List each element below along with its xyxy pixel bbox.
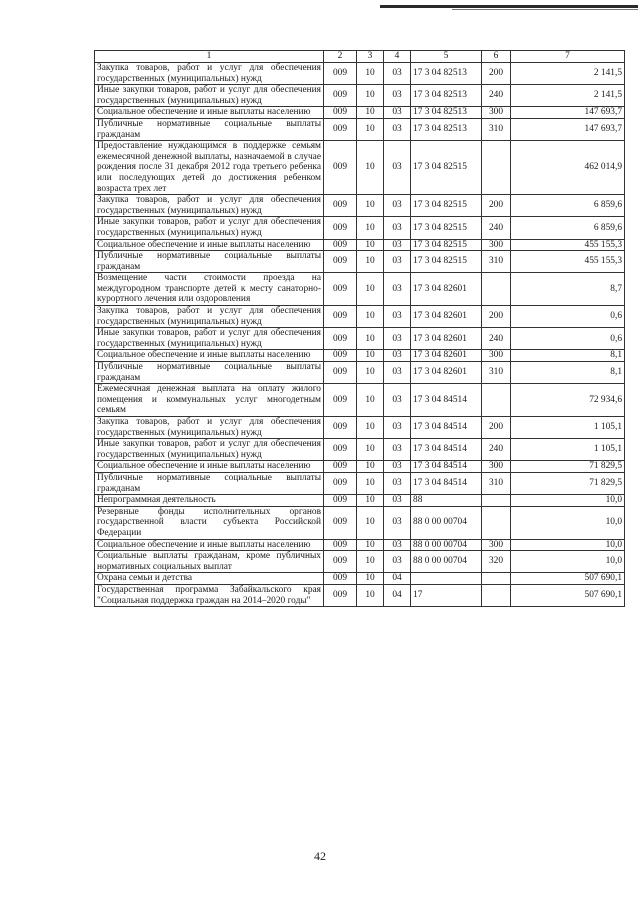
budget-table — [94, 50, 625, 607]
amount-cell: 8,1 — [511, 362, 625, 384]
section-code-cell: 10 — [357, 239, 384, 251]
section-code-cell: 10 — [357, 506, 384, 539]
table-row — [95, 328, 625, 350]
target-item-code-cell: 88 0 00 00704 — [411, 506, 482, 539]
item-name-cell: Закупка товаров, работ и услуг для обеспечения государственных (муниципальных) нужд — [95, 417, 324, 439]
target-item-code-cell: 17 3 04 82513 — [411, 107, 482, 119]
section-code-cell: 10 — [357, 495, 384, 507]
table-row — [95, 417, 625, 439]
expense-type-code-cell — [482, 141, 511, 195]
section-code-cell: 10 — [357, 439, 384, 461]
amount-cell: 507 690,1 — [511, 584, 625, 606]
subsection-code-cell: 03 — [384, 495, 411, 507]
ministry-code-cell: 009 — [324, 141, 357, 195]
item-name-cell: Социальное обеспечение и иные выплаты населению — [95, 107, 324, 119]
amount-cell: 147 693,7 — [511, 107, 625, 119]
amount-cell: 507 690,1 — [511, 573, 625, 585]
ministry-code-cell: 009 — [324, 350, 357, 362]
ministry-code-cell: 009 — [324, 195, 357, 217]
amount-cell: 10,0 — [511, 539, 625, 551]
table-row — [95, 362, 625, 384]
subsection-code-cell: 03 — [384, 107, 411, 119]
target-item-code-cell: 88 — [411, 495, 482, 507]
top-rule-thin — [452, 9, 638, 10]
item-name-cell: Социальное обеспечение и иные выплаты населению — [95, 239, 324, 251]
subsection-code-cell: 03 — [384, 539, 411, 551]
top-rule — [380, 5, 638, 8]
table-row — [95, 350, 625, 362]
amount-cell: 10,0 — [511, 495, 625, 507]
ministry-code-cell: 009 — [324, 107, 357, 119]
ministry-code-cell: 009 — [324, 461, 357, 473]
ministry-code-cell: 009 — [324, 439, 357, 461]
table-row — [95, 306, 625, 328]
table-row — [95, 472, 625, 494]
expense-type-code-cell — [482, 506, 511, 539]
expense-type-code-cell: 200 — [482, 417, 511, 439]
column-header: 2 — [324, 51, 357, 63]
subsection-code-cell: 03 — [384, 118, 411, 140]
expense-type-code-cell: 240 — [482, 217, 511, 239]
amount-cell: 1 105,1 — [511, 439, 625, 461]
amount-cell: 2 141,5 — [511, 85, 625, 107]
column-header: 7 — [511, 51, 625, 63]
item-name-cell: Непрограммная деятельность — [95, 495, 324, 507]
amount-cell: 2 141,5 — [511, 63, 625, 85]
table-row — [95, 118, 625, 140]
amount-cell: 455 155,3 — [511, 239, 625, 251]
amount-cell: 0,6 — [511, 306, 625, 328]
target-item-code-cell: 17 3 04 82515 — [411, 195, 482, 217]
section-code-cell: 10 — [357, 251, 384, 273]
amount-cell: 6 859,6 — [511, 195, 625, 217]
section-code-cell: 10 — [357, 417, 384, 439]
section-code-cell: 10 — [357, 306, 384, 328]
subsection-code-cell: 03 — [384, 63, 411, 85]
item-name-cell: Закупка товаров, работ и услуг для обеспечения государственных (муниципальных) нужд — [95, 63, 324, 85]
amount-cell: 10,0 — [511, 551, 625, 573]
ministry-code-cell: 009 — [324, 328, 357, 350]
section-code-cell: 10 — [357, 384, 384, 417]
expense-type-code-cell: 310 — [482, 251, 511, 273]
target-item-code-cell: 17 3 04 82601 — [411, 306, 482, 328]
ministry-code-cell: 009 — [324, 251, 357, 273]
target-item-code-cell: 17 3 04 82601 — [411, 328, 482, 350]
table-row — [95, 85, 625, 107]
amount-cell: 455 155,3 — [511, 251, 625, 273]
amount-cell: 1 105,1 — [511, 417, 625, 439]
subsection-code-cell: 03 — [384, 217, 411, 239]
ministry-code-cell: 009 — [324, 63, 357, 85]
target-item-code-cell: 17 3 04 84514 — [411, 439, 482, 461]
table-row — [95, 439, 625, 461]
ministry-code-cell: 009 — [324, 306, 357, 328]
expense-type-code-cell — [482, 495, 511, 507]
table-row — [95, 63, 625, 85]
target-item-code-cell: 17 3 04 82515 — [411, 251, 482, 273]
target-item-code-cell: 17 3 04 82601 — [411, 350, 482, 362]
amount-cell: 0,6 — [511, 328, 625, 350]
expense-type-code-cell: 310 — [482, 118, 511, 140]
target-item-code-cell: 17 3 04 82515 — [411, 217, 482, 239]
expense-type-code-cell: 310 — [482, 362, 511, 384]
expense-type-code-cell: 310 — [482, 472, 511, 494]
subsection-code-cell: 03 — [384, 85, 411, 107]
table-row — [95, 539, 625, 551]
subsection-code-cell: 03 — [384, 273, 411, 306]
amount-cell: 71 829,5 — [511, 472, 625, 494]
ministry-code-cell: 009 — [324, 273, 357, 306]
subsection-code-cell: 03 — [384, 141, 411, 195]
table-row — [95, 195, 625, 217]
subsection-code-cell: 03 — [384, 461, 411, 473]
ministry-code-cell: 009 — [324, 506, 357, 539]
expense-type-code-cell — [482, 384, 511, 417]
table-row — [95, 461, 625, 473]
amount-cell: 8,1 — [511, 350, 625, 362]
section-code-cell: 10 — [357, 118, 384, 140]
table-row — [95, 551, 625, 573]
table-row — [95, 573, 625, 585]
amount-cell: 71 829,5 — [511, 461, 625, 473]
expense-type-code-cell — [482, 573, 511, 585]
item-name-cell: Социальные выплаты гражданам, кроме публичных нормативных социальных выплат — [95, 551, 324, 573]
item-name-cell: Предоставление нуждающимся в поддержке семьям ежемесячной денежной выплаты, назначаемой в случае рождения после 31 декабря 2012 года третьего ребенка или последующих детей до достижения ребенком возраста трех лет — [95, 141, 324, 195]
expense-type-code-cell — [482, 584, 511, 606]
table-row — [95, 584, 625, 606]
expense-type-code-cell: 240 — [482, 328, 511, 350]
amount-cell: 8,7 — [511, 273, 625, 306]
subsection-code-cell: 03 — [384, 195, 411, 217]
subsection-code-cell: 03 — [384, 251, 411, 273]
section-code-cell: 10 — [357, 217, 384, 239]
amount-cell: 10,0 — [511, 506, 625, 539]
expense-type-code-cell: 240 — [482, 439, 511, 461]
column-header: 1 — [95, 51, 324, 63]
column-header: 3 — [357, 51, 384, 63]
expense-type-code-cell: 300 — [482, 239, 511, 251]
section-code-cell: 10 — [357, 472, 384, 494]
target-item-code-cell: 17 3 04 82515 — [411, 141, 482, 195]
section-code-cell: 10 — [357, 461, 384, 473]
section-code-cell: 10 — [357, 85, 384, 107]
subsection-code-cell: 03 — [384, 306, 411, 328]
ministry-code-cell: 009 — [324, 539, 357, 551]
subsection-code-cell: 03 — [384, 384, 411, 417]
ministry-code-cell: 009 — [324, 495, 357, 507]
amount-cell: 462 014,9 — [511, 141, 625, 195]
item-name-cell: Иные закупки товаров, работ и услуг для обеспечения государственных (муниципальных) нужд — [95, 217, 324, 239]
ministry-code-cell: 009 — [324, 384, 357, 417]
expense-type-code-cell: 300 — [482, 539, 511, 551]
table-row — [95, 107, 625, 119]
item-name-cell: Иные закупки товаров, работ и услуг для обеспечения государственных (муниципальных) нужд — [95, 439, 324, 461]
subsection-code-cell: 04 — [384, 584, 411, 606]
section-code-cell: 10 — [357, 63, 384, 85]
expense-type-code-cell — [482, 273, 511, 306]
table-row — [95, 495, 625, 507]
expense-type-code-cell: 200 — [482, 63, 511, 85]
section-code-cell: 10 — [357, 107, 384, 119]
target-item-code-cell: 88 0 00 00704 — [411, 539, 482, 551]
ministry-code-cell: 009 — [324, 217, 357, 239]
item-name-cell: Публичные нормативные социальные выплаты гражданам — [95, 251, 324, 273]
target-item-code-cell: 17 3 04 82513 — [411, 118, 482, 140]
subsection-code-cell: 03 — [384, 439, 411, 461]
target-item-code-cell: 88 0 00 00704 — [411, 551, 482, 573]
target-item-code-cell: 17 3 04 84514 — [411, 417, 482, 439]
target-item-code-cell: 17 3 04 82515 — [411, 239, 482, 251]
ministry-code-cell: 009 — [324, 118, 357, 140]
subsection-code-cell: 03 — [384, 472, 411, 494]
section-code-cell: 10 — [357, 573, 384, 585]
header-row — [95, 51, 625, 63]
subsection-code-cell: 03 — [384, 506, 411, 539]
subsection-code-cell: 03 — [384, 417, 411, 439]
item-name-cell: Социальное обеспечение и иные выплаты населению — [95, 350, 324, 362]
page-number: 42 — [314, 849, 326, 863]
column-header: 4 — [384, 51, 411, 63]
item-name-cell: Резервные фонды исполнительных органов государственной власти субъекта Российской Федерации — [95, 506, 324, 539]
target-item-code-cell: 17 — [411, 584, 482, 606]
expense-type-code-cell: 200 — [482, 306, 511, 328]
subsection-code-cell: 03 — [384, 350, 411, 362]
item-name-cell: Иные закупки товаров, работ и услуг для обеспечения государственных (муниципальных) нужд — [95, 328, 324, 350]
target-item-code-cell: 17 3 04 84514 — [411, 472, 482, 494]
amount-cell: 147 693,7 — [511, 118, 625, 140]
item-name-cell: Закупка товаров, работ и услуг для обеспечения государственных (муниципальных) нужд — [95, 195, 324, 217]
table-row — [95, 141, 625, 195]
ministry-code-cell: 009 — [324, 85, 357, 107]
subsection-code-cell: 03 — [384, 551, 411, 573]
target-item-code-cell: 17 3 04 82601 — [411, 273, 482, 306]
ministry-code-cell: 009 — [324, 362, 357, 384]
expense-type-code-cell: 300 — [482, 350, 511, 362]
section-code-cell: 10 — [357, 584, 384, 606]
subsection-code-cell: 04 — [384, 573, 411, 585]
item-name-cell: Государственная программа Забайкальского края "Социальная поддержка граждан на 2014–2020 годы" — [95, 584, 324, 606]
item-name-cell: Публичные нормативные социальные выплаты гражданам — [95, 118, 324, 140]
expense-type-code-cell: 240 — [482, 85, 511, 107]
subsection-code-cell: 03 — [384, 328, 411, 350]
item-name-cell: Социальное обеспечение и иные выплаты населению — [95, 539, 324, 551]
ministry-code-cell: 009 — [324, 417, 357, 439]
amount-cell: 6 859,6 — [511, 217, 625, 239]
table-body — [95, 63, 625, 607]
item-name-cell: Публичные нормативные социальные выплаты гражданам — [95, 472, 324, 494]
item-name-cell: Иные закупки товаров, работ и услуг для обеспечения государственных (муниципальных) нужд — [95, 85, 324, 107]
table-row — [95, 239, 625, 251]
column-header: 5 — [411, 51, 482, 63]
target-item-code-cell: 17 3 04 84514 — [411, 461, 482, 473]
section-code-cell: 10 — [357, 539, 384, 551]
expense-type-code-cell: 300 — [482, 461, 511, 473]
ministry-code-cell: 009 — [324, 551, 357, 573]
item-name-cell: Публичные нормативные социальные выплаты гражданам — [95, 362, 324, 384]
section-code-cell: 10 — [357, 350, 384, 362]
ministry-code-cell: 009 — [324, 239, 357, 251]
subsection-code-cell: 03 — [384, 362, 411, 384]
item-name-cell: Охрана семьи и детства — [95, 573, 324, 585]
section-code-cell: 10 — [357, 195, 384, 217]
table-row — [95, 506, 625, 539]
expense-type-code-cell: 200 — [482, 195, 511, 217]
subsection-code-cell: 03 — [384, 239, 411, 251]
table-row — [95, 273, 625, 306]
amount-cell: 72 934,6 — [511, 384, 625, 417]
section-code-cell: 10 — [357, 362, 384, 384]
section-code-cell: 10 — [357, 328, 384, 350]
item-name-cell: Возмещение части стоимости проезда на междугородном транспорте детей к месту санаторно-курортного лечения или оздоровления — [95, 273, 324, 306]
target-item-code-cell: 17 3 04 84514 — [411, 384, 482, 417]
target-item-code-cell: 17 3 04 82513 — [411, 63, 482, 85]
column-header: 6 — [482, 51, 511, 63]
item-name-cell: Ежемесячная денежная выплата на оплату жилого помещения и коммунальных услуг многодетным семьям — [95, 384, 324, 417]
section-code-cell: 10 — [357, 551, 384, 573]
target-item-code-cell — [411, 573, 482, 585]
ministry-code-cell: 009 — [324, 472, 357, 494]
section-code-cell: 10 — [357, 141, 384, 195]
item-name-cell: Социальное обеспечение и иные выплаты населению — [95, 461, 324, 473]
ministry-code-cell: 009 — [324, 584, 357, 606]
table-row — [95, 384, 625, 417]
expense-type-code-cell: 300 — [482, 107, 511, 119]
ministry-code-cell: 009 — [324, 573, 357, 585]
table-row — [95, 251, 625, 273]
section-code-cell: 10 — [357, 273, 384, 306]
target-item-code-cell: 17 3 04 82513 — [411, 85, 482, 107]
target-item-code-cell: 17 3 04 82601 — [411, 362, 482, 384]
expense-type-code-cell: 320 — [482, 551, 511, 573]
item-name-cell: Закупка товаров, работ и услуг для обеспечения государственных (муниципальных) нужд — [95, 306, 324, 328]
table-row — [95, 217, 625, 239]
